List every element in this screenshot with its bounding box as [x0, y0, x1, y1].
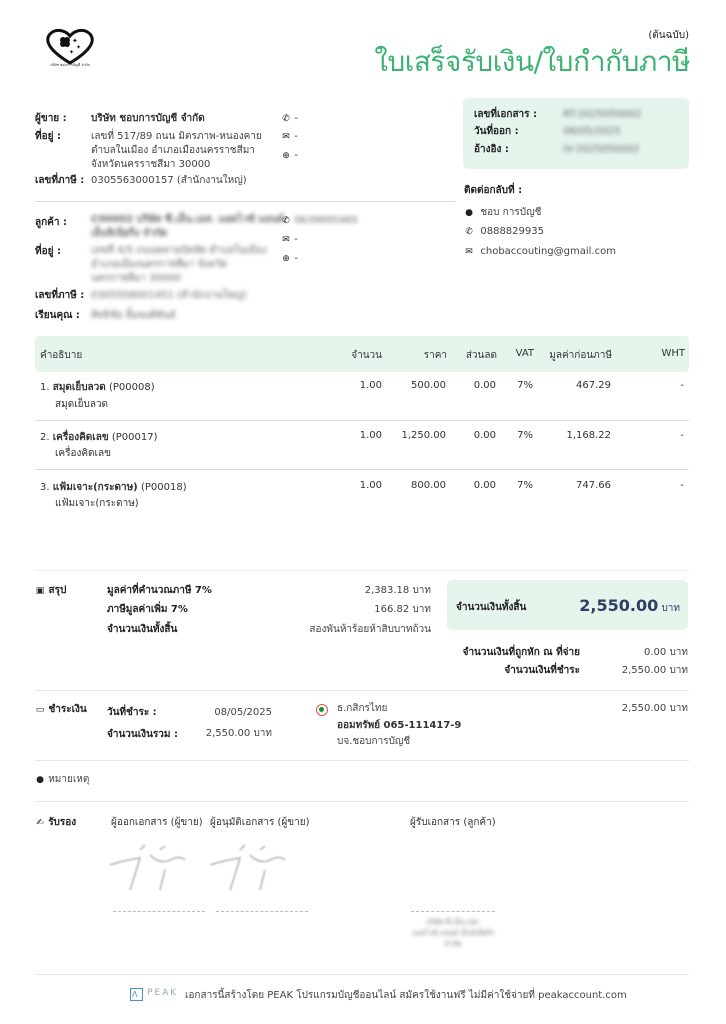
doc-number: RT-2025050002 — [563, 109, 642, 120]
seller-name: บริษัท ชอบการบัญชี จำกัด — [91, 113, 205, 124]
issue-date-label: วันที่ออก : — [474, 126, 519, 137]
item-vat: 7% — [517, 430, 533, 441]
item-name: สมุดเย็บลวด — [52, 382, 106, 393]
vat-label: ภาษีมูลค่าเพิ่ม 7% — [107, 604, 188, 615]
cash-icon: ▭ — [35, 705, 45, 715]
bank-logo-icon — [316, 704, 328, 716]
envelope-icon: ✉ — [282, 132, 290, 142]
payment-amount: 2,550.00 บาท — [205, 728, 272, 739]
summary-divider — [35, 570, 689, 571]
grand-total-unit: บาท — [661, 603, 680, 614]
seller-address-line-2: ตำบลในเมือง อำเภอเมืองนครราชสีมา — [91, 145, 255, 156]
customer-tax-label: เลขที่ภาษี : — [35, 290, 85, 301]
item-subtitle: สมุดเย็บลวด — [55, 399, 109, 410]
item-discount: 0.00 — [473, 480, 496, 491]
remarks-divider — [35, 760, 689, 761]
row-number: 1. — [40, 382, 50, 393]
paid-value: 2,550.00 บาท — [621, 665, 688, 676]
svg-text:✦: ✦ — [76, 44, 82, 51]
withheld-value: 0.00 บาท — [644, 647, 688, 658]
document-title: ใบเสร็จรับเงิน/ใบกำกับภาษี — [374, 45, 690, 78]
item-price: 500.00 — [411, 380, 446, 391]
seller-email: - — [294, 131, 298, 142]
item-wht: - — [680, 380, 684, 391]
row-divider — [35, 420, 689, 421]
phone-icon: ✆ — [282, 216, 290, 226]
item-subtitle: เครื่องคิดเลข — [55, 448, 111, 459]
payment-divider — [35, 690, 689, 691]
issuer-signature — [105, 840, 195, 895]
item-code: (P00008) — [108, 382, 155, 393]
grand-total-label: จำนวนเงินทั้งสิ้น — [456, 602, 527, 613]
taxable-value: 2,383.18 บาท — [364, 585, 431, 596]
contact-name: ชอบ การบัญชี — [480, 207, 542, 218]
total-text-label: จำนวนเงินทั้งสิ้น — [107, 624, 178, 635]
item-vat: 7% — [517, 480, 533, 491]
customer-email: - — [294, 234, 298, 245]
receiver-name-line-3: จำกัด — [444, 940, 462, 948]
payment-date-label: วันที่ชำระ : — [107, 707, 157, 718]
customer-address-line-1: เลขที่ 4/5 ถนนพลายบัดทัด ตำบลในเมือง — [91, 245, 267, 256]
seller-address-line-3: จังหวัดนครราชสีมา 30000 — [91, 159, 211, 170]
col-price: ราคา — [423, 350, 447, 361]
col-vat: VAT — [515, 348, 534, 359]
peak-logo-icon: Λ — [130, 988, 143, 1001]
reference-label: อ้างอิง : — [474, 144, 509, 155]
contact-email[interactable]: chobaccouting@gmail.com — [480, 246, 616, 257]
bank-account-name: บจ.ชอบการบัญชี — [337, 736, 411, 747]
row-number: 2. — [40, 432, 50, 443]
customer-label: ลูกค้า : — [35, 217, 67, 228]
footer-text[interactable]: เอกสารนี้สร้างโดย PEAK โปรแกรมบัญชีออนไลน์ สมัครใช้งานฟรี ไม่มีค่าใช้จ่ายที่ peakaccount.com — [185, 990, 627, 1001]
item-pretax: 1,168.22 — [566, 430, 611, 441]
issuer-label: ผู้ออกเอกสาร (ผู้ขาย) — [111, 817, 203, 828]
col-discount: ส่วนลด — [465, 350, 497, 361]
receiver-label: ผู้รับเอกสาร (ลูกค้า) — [410, 817, 496, 828]
row-number: 3. — [40, 482, 50, 493]
customer-address-line-2: อำเภอเมืองนครราชสีมา จังหวัด — [91, 259, 228, 270]
seller-phone: - — [294, 113, 298, 124]
contact-phone: 0888829935 — [480, 226, 544, 237]
attention-label: เรียนคุณ : — [35, 310, 80, 321]
item-name: เครื่องคิดเลข — [52, 432, 109, 443]
logo-caption: บริษัท ชอบการบัญชี จำกัด — [50, 63, 90, 67]
col-description: คำอธิบาย — [40, 350, 83, 361]
approval-divider — [35, 801, 689, 802]
item-pretax: 747.66 — [576, 480, 611, 491]
peak-brand: PEAK — [147, 988, 179, 998]
item-discount: 0.00 — [473, 380, 496, 391]
item-wht: - — [680, 480, 684, 491]
vat-value: 166.82 บาท — [374, 604, 431, 615]
receiver-name-line-1: บริษัท ซี.เอ็น.เอส. — [426, 918, 480, 926]
col-pretax: มูลค่าก่อนภาษี — [549, 350, 612, 361]
item-name: แฟ้มเจาะ(กระดาษ) — [52, 482, 138, 493]
item-qty: 1.00 — [359, 430, 382, 441]
payment-amount-label: จำนวนเงินรวม : — [107, 729, 178, 740]
withheld-label: จำนวนเงินที่ถูกหัก ณ ที่จ่าย — [462, 647, 580, 658]
item-price: 1,250.00 — [401, 430, 446, 441]
globe-icon: ⊕ — [282, 254, 290, 264]
item-price: 800.00 — [411, 480, 446, 491]
customer-name-line-1: C00002 บริษัท ซี.เอ็น.เอส. แอดไวซ์ แอนด์ — [91, 214, 285, 225]
item-pretax: 467.29 — [576, 380, 611, 391]
approver-signature-line — [216, 911, 308, 912]
item-code: (P00018) — [140, 482, 187, 493]
customer-website: - — [294, 253, 298, 264]
customer-address-line-3: นครราชสีมา 30000 — [91, 273, 181, 284]
item-qty: 1.00 — [359, 480, 382, 491]
col-wht: WHT — [661, 348, 685, 359]
contact-title: ติดต่อกลับที่ : — [464, 185, 523, 196]
col-qty: จำนวน — [351, 350, 382, 361]
envelope-icon: ✉ — [465, 247, 473, 257]
paid-label: จำนวนเงินที่ชำระ — [504, 665, 580, 676]
svg-text:✦: ✦ — [69, 49, 75, 56]
issuer-signature-line — [113, 911, 205, 912]
document-copy-label: (ต้นฉบับ) — [648, 30, 689, 41]
item-qty: 1.00 — [359, 380, 382, 391]
payment-title: ชำระเงิน — [48, 704, 87, 715]
customer-address-label: ที่อยู่ : — [35, 246, 61, 257]
reference: IV-2025050002 — [563, 144, 640, 155]
user-icon: ● — [465, 208, 473, 218]
grand-total-value: 2,550.00 — [579, 596, 659, 615]
customer-name-line-2: เอ็นจิเนียริ่ง จำกัด — [91, 228, 167, 239]
globe-icon: ⊕ — [282, 151, 290, 161]
item-code: (P00017) — [111, 432, 158, 443]
item-wht: - — [680, 430, 684, 441]
customer-phone: 0639895465 — [294, 215, 358, 226]
receiver-signature-line — [411, 911, 495, 912]
seller-address-line-1: เลขที่ 517/89 ถนน มิตรภาพ-หนองคาย — [91, 131, 262, 142]
bank-amount: 2,550.00 บาท — [621, 703, 688, 714]
seller-website: - — [294, 150, 298, 161]
envelope-icon: ✉ — [282, 235, 290, 245]
bank-name: ธ.กสิกรไทย — [337, 703, 388, 714]
svg-text:✦: ✦ — [72, 37, 78, 45]
item-subtitle: แฟ้มเจาะ(กระดาษ) — [55, 498, 139, 509]
approver-signature — [205, 840, 295, 895]
approval-title: รับรอง — [48, 817, 77, 828]
seller-label: ผู้ขาย : — [35, 113, 67, 124]
clipboard-icon: ▣ — [35, 586, 45, 596]
footer-divider — [35, 974, 689, 975]
issue-date: 08/05/2025 — [563, 126, 621, 137]
seller-tax-label: เลขที่ภาษี : — [35, 175, 85, 186]
phone-icon: ✆ — [465, 227, 473, 237]
seller-address-label: ที่อยู่ : — [35, 131, 61, 142]
attention-name: สิทธิชัย ลิ้มพงศ์พันธ์ — [91, 310, 176, 321]
phone-icon: ✆ — [282, 114, 290, 124]
item-discount: 0.00 — [473, 430, 496, 441]
seller-tax-id: 0305563000157 (สำนักงานใหญ่) — [91, 175, 247, 186]
signature-icon: ✍ — [36, 818, 44, 828]
approver-label: ผู้อนุมัติเอกสาร (ผู้ขาย) — [210, 817, 310, 828]
doc-number-label: เลขที่เอกสาร : — [474, 109, 538, 120]
summary-title: สรุป — [48, 585, 67, 596]
payment-date: 08/05/2025 — [214, 707, 272, 718]
remarks-title: หมายเหตุ — [48, 774, 90, 785]
customer-tax-id: 0305558001451 (สำนักงานใหญ่) — [91, 290, 247, 301]
item-vat: 7% — [517, 380, 533, 391]
comment-icon: ● — [36, 775, 44, 785]
row-divider — [35, 469, 689, 470]
bank-account: ออมทรัพย์ 065-111417-9 — [337, 720, 462, 731]
total-text: สองพันห้าร้อยห้าสิบบาทถ้วน — [309, 624, 431, 635]
receiver-name-line-2: แอดไวซ์ แอนด์ เอ็นจิเนียริ่ง — [412, 929, 494, 937]
taxable-label: มูลค่าที่คำนวณภาษี 7% — [107, 585, 212, 596]
seller-customer-divider — [35, 201, 455, 202]
